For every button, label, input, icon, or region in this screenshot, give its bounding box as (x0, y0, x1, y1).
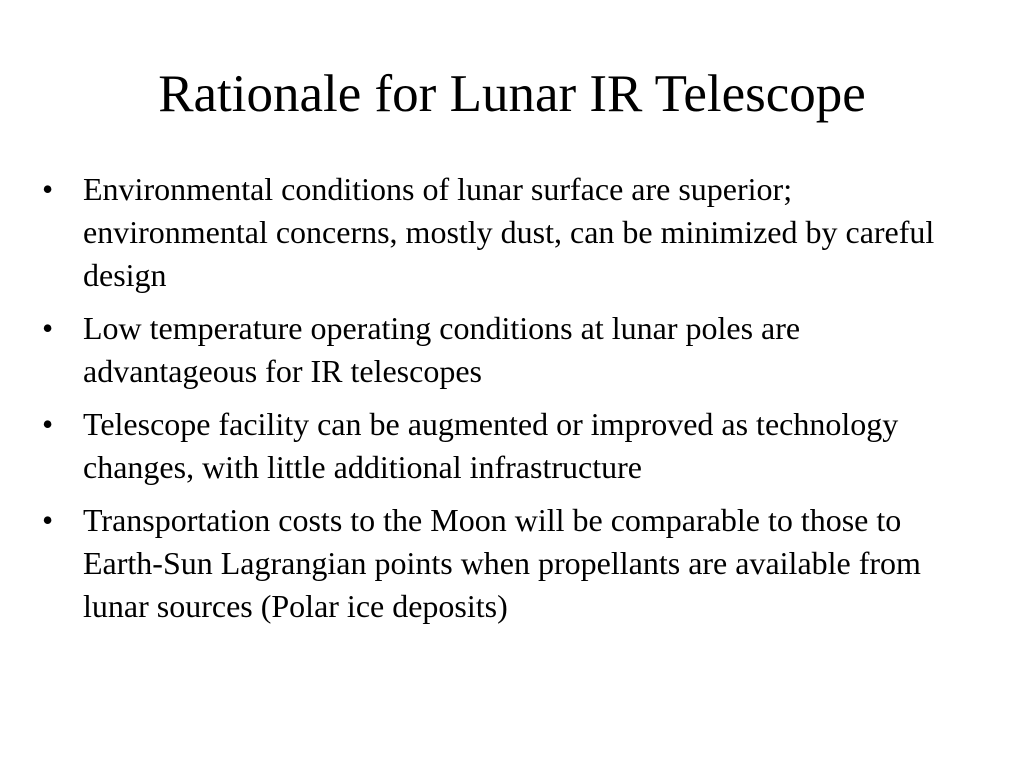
bullet-text: Transportation costs to the Moon will be comparable to those to Earth-Sun Lagrangian points when propellants are available from lunar sources (Polar ice deposits) (83, 502, 921, 624)
bullet-text: Low temperature operating conditions at lunar poles are advantageous for IR telescopes (83, 310, 801, 389)
bullet-text: Telescope facility can be augmented or improved as technology changes, with little additional infrastructure (83, 406, 899, 485)
bullet-item (42, 403, 962, 489)
bullet-item (42, 168, 962, 297)
bullet-marker-icon: • (42, 502, 54, 538)
bullet-item (42, 499, 962, 628)
bullet-marker-icon: • (42, 406, 54, 442)
bullet-marker-icon: • (42, 171, 54, 207)
bullet-item (42, 307, 962, 393)
bullet-marker-icon: • (42, 310, 54, 346)
bullet-list (42, 168, 962, 638)
slide-title: Rationale for Lunar IR Telescope (158, 65, 866, 123)
bullet-text: Environmental conditions of lunar surface are superior; environmental concerns, mostly dust, can be minimized by careful design (83, 171, 935, 293)
